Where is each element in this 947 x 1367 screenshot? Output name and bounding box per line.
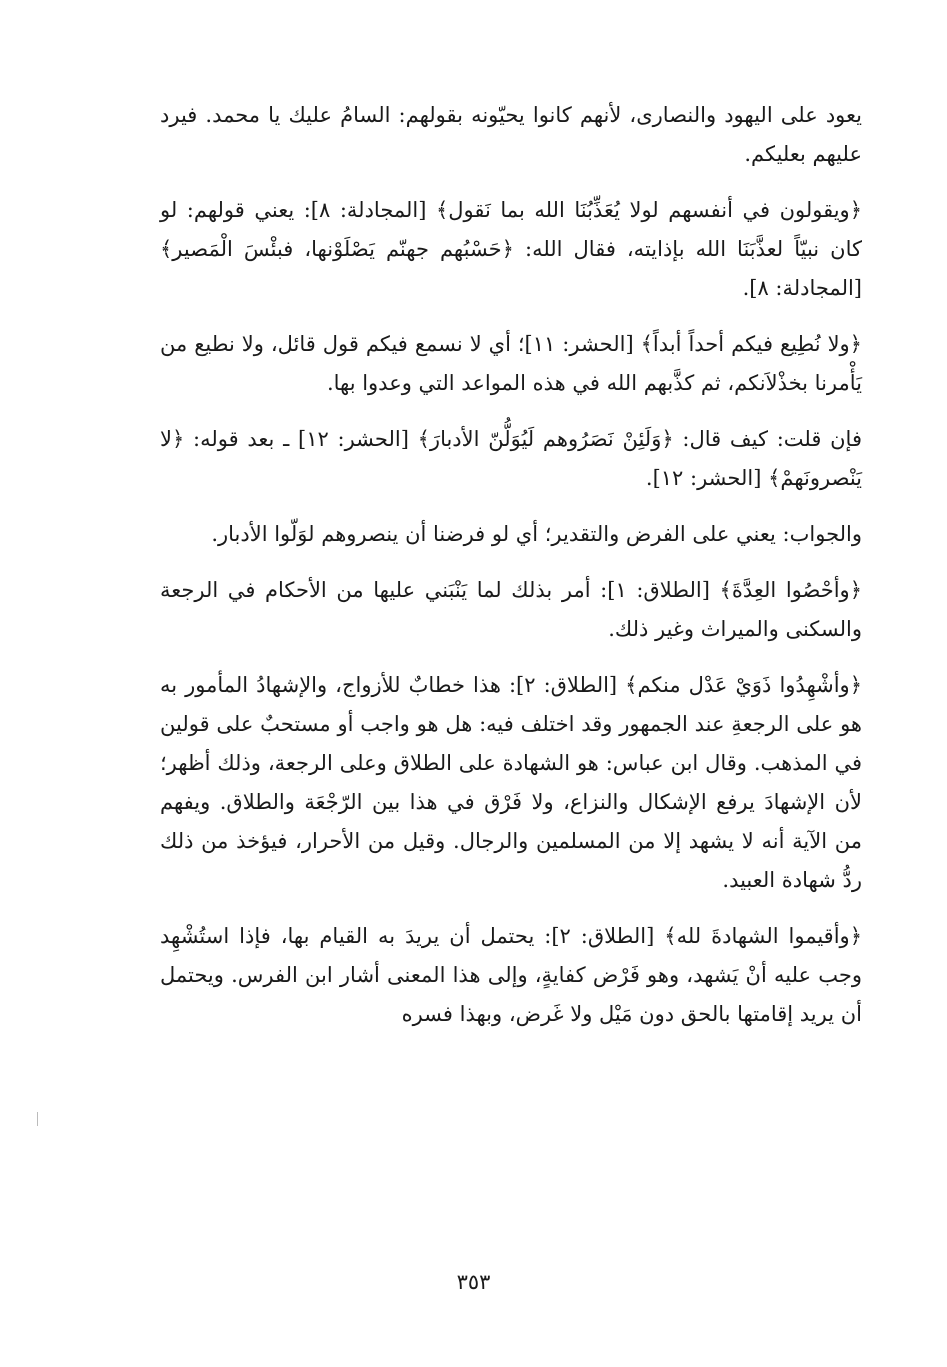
page-body [160,96,862,1256]
paragraph-2: ﴿ويقولون في أنفسهم لولا يُعَذِّبُنَا الله بما نَقول﴾ [المجادلة: ٨]: يعني قولهم: لو كان نبيّاً لعذَّبَنَا الله بإذايته، فقال الله: ﴿حَسْبُهم جهنّم يَصْلَوْنها، فبئْسَ الْمَصير﴾ [المجادلة: ٨]. [160,198,863,300]
paragraph-3: ﴿ولا نُطِيع فيكم أحداً أبداً﴾ [الحشر: ١١]؛ أي لا نسمع فيكم قول قائل، ولا نطيع من يَأْمرنا بخذْلاَنكم، ثم كذَّبهم الله في هذه المواعد التي وعدوا بها. [160,332,862,395]
paragraph-7: ﴿وأشْهِدُوا ذَوَيْ عَدْل منكم﴾ [الطلاق: ٢]: هذا خطابٌ للأزواج، والإشهادُ المأمور به هو على الرجعةِ عند الجمهور وقد اختلف فيه: هل هو واجب أو مستحبٌ على قولين في المذهب. وقال ابن عباس: هو الشهادة على الطلاق وعلى الرجعة، وذلك أظهر؛ لأن الإشهادَ يرفع الإشكال والنزاع، ولا فَرْق في هذا بين الرّجْعَة والطلاق. ويفهم من الآية أنه لا يشهد إلا من المسلمين والرجال. وقيل من الأحرار، فيؤخذ من ذلك ردُّ شهادة العبيد. [160,673,862,892]
paragraph-8: ﴿وأقيموا الشهادةَ لله﴾ [الطلاق: ٢]: يحتمل أن يريدَ به القيام بها، فإذا استُشْهِد وجب عليه أنْ يَشهد، وهو فَرْض كفايةٍ، وإلى هذا المعنى أشار ابن الفرس. ويحتمل أن يريد إقامتها بالحق دون مَيْل ولا غَرض، وبهذا فسره [160,924,863,1026]
paragraph-1: يعود على اليهود والنصارى، لأنهم كانوا يحيّونه بقولهم: السامُ عليك يا محمد. فيرد عليهم بعليكم. [160,103,862,166]
scan-margin-mark [37,1112,38,1126]
paragraph-6: ﴿وأحْصُوا العِدَّةَ﴾ [الطلاق: ١]: أمر بذلك لما يَنْبَني عليها من الأحكام في الرجعة والسكنى والميراث وغير ذلك. [160,578,862,641]
paragraph-4: فإن قلت: كيف قال: ﴿وَلَئِنْ نَصَرُوهم لَيُوَلُّنّ الأدبارَ﴾ [الحشر: ١٢] ـ بعد قوله: ﴿لا يَنْصرونَهمْ﴾ [الحشر: ١٢]. [160,427,862,490]
page-number: ٣٥٣ [456,1270,491,1294]
paragraph-5: والجواب: يعني على الفرض والتقدير؛ أي لو فرضنا أن ينصروهم لوَلّوا الأدبار. [211,522,862,546]
